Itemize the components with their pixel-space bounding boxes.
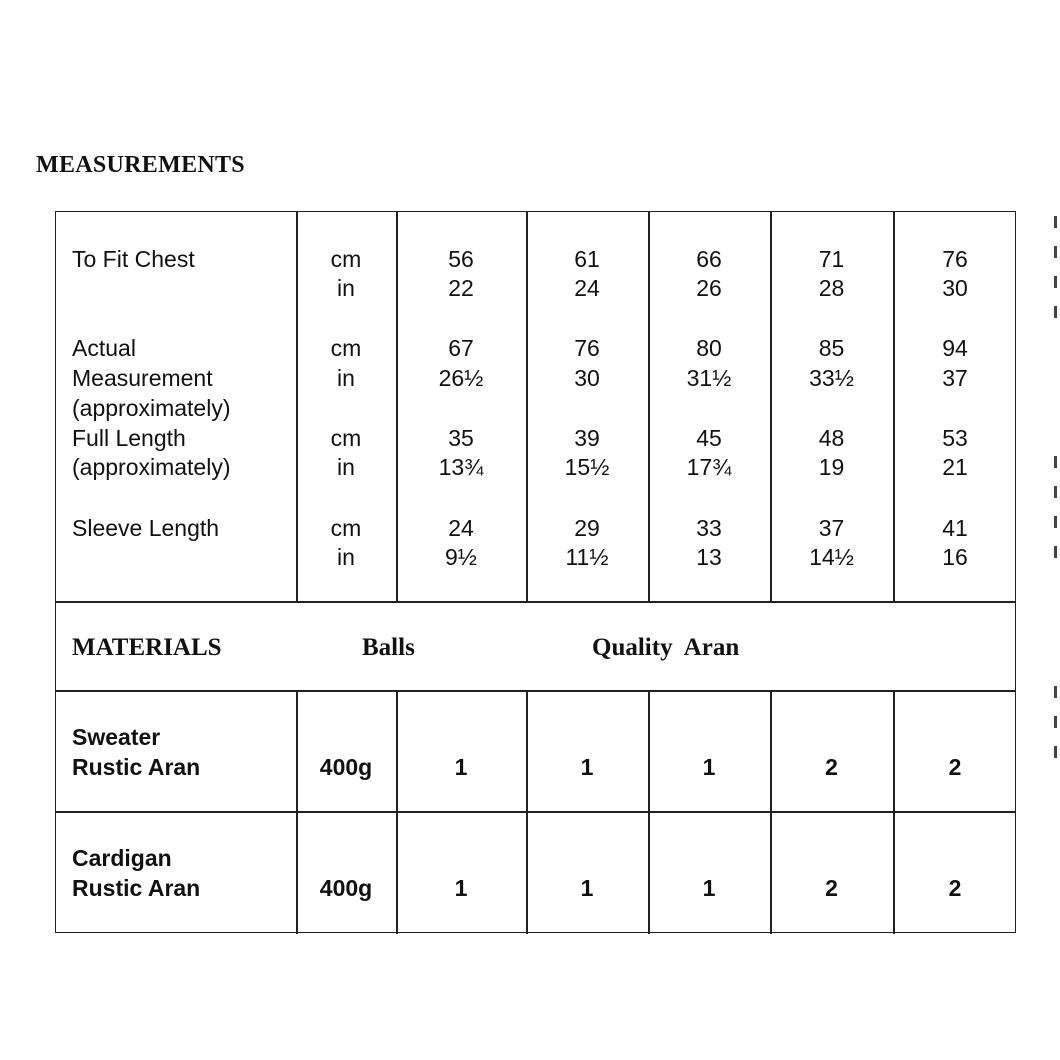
row-label-actual: Measurement xyxy=(72,365,213,391)
value-cell: 26½ xyxy=(438,365,484,391)
edge-mark xyxy=(1054,246,1057,258)
value-cell: 37 xyxy=(942,365,968,391)
materials-heading: MATERIALS xyxy=(72,634,222,661)
value-cell: 71 xyxy=(818,246,845,272)
edge-mark xyxy=(1054,216,1057,228)
balls-value: 1 xyxy=(454,875,468,901)
edge-mark xyxy=(1054,516,1057,528)
edge-mark xyxy=(1054,716,1057,728)
value-cell: 66 xyxy=(696,246,722,272)
value-cell: 30 xyxy=(942,275,968,301)
material-name-sweater: Sweater xyxy=(72,724,161,750)
row-label-actual: (approximately) xyxy=(72,395,231,421)
unit-cm: cm xyxy=(330,246,362,272)
row-label-chest: To Fit Chest xyxy=(72,246,195,272)
value-cell: 21 xyxy=(942,454,968,480)
value-cell: 41 xyxy=(942,515,968,541)
value-cell: 67 xyxy=(448,335,474,361)
value-cell: 39 xyxy=(574,425,600,451)
value-cell: 22 xyxy=(448,275,474,301)
yarn-weight: 400g xyxy=(319,754,373,780)
unit-cm: cm xyxy=(330,335,362,361)
edge-mark xyxy=(1054,746,1057,758)
value-cell: 76 xyxy=(942,246,968,272)
value-cell: 13¾ xyxy=(438,454,484,480)
value-cell: 33 xyxy=(696,515,722,541)
measurements-heading: MEASUREMENTS xyxy=(36,152,245,178)
edge-mark xyxy=(1054,546,1057,558)
value-cell: 45 xyxy=(696,425,722,451)
value-cell: 85 xyxy=(818,335,845,361)
balls-heading: Balls xyxy=(362,634,415,661)
row-label-sleeve: Sleeve Length xyxy=(72,515,220,541)
row-label-length: (approximately) xyxy=(72,454,231,480)
material-name-sweater: Rustic Aran xyxy=(72,754,201,780)
measurements-table xyxy=(55,211,1016,933)
balls-value: 2 xyxy=(825,754,838,780)
value-cell: 37 xyxy=(818,515,845,541)
value-cell: 35 xyxy=(448,425,474,451)
row-divider xyxy=(56,690,1015,692)
edge-mark xyxy=(1054,686,1057,698)
value-cell: 28 xyxy=(818,275,845,301)
value-cell: 29 xyxy=(574,515,600,541)
balls-value: 2 xyxy=(948,875,962,901)
unit-in: in xyxy=(337,544,355,570)
unit-cm: cm xyxy=(330,515,362,541)
edge-mark xyxy=(1054,456,1057,468)
value-cell: 61 xyxy=(574,246,600,272)
balls-value: 2 xyxy=(825,875,838,901)
unit-in: in xyxy=(337,275,355,301)
value-cell: 17¾ xyxy=(686,454,732,480)
material-name-cardigan: Cardigan xyxy=(72,845,172,871)
value-cell: 53 xyxy=(942,425,968,451)
value-cell: 26 xyxy=(696,275,722,301)
value-cell: 15½ xyxy=(564,454,610,480)
row-divider xyxy=(56,601,1015,603)
value-cell: 48 xyxy=(818,425,845,451)
value-cell: 30 xyxy=(574,365,600,391)
value-cell: 80 xyxy=(696,335,722,361)
value-cell: 31½ xyxy=(686,365,732,391)
unit-in: in xyxy=(337,365,355,391)
unit-in: in xyxy=(337,454,355,480)
quality-heading: Quality Aran xyxy=(592,634,740,661)
value-cell: 11½ xyxy=(565,544,609,570)
unit-cm: cm xyxy=(330,425,362,451)
balls-value: 1 xyxy=(580,754,594,780)
edge-mark xyxy=(1054,486,1057,498)
row-label-actual: Actual xyxy=(72,335,136,361)
value-cell: 19 xyxy=(818,454,845,480)
material-name-cardigan: Rustic Aran xyxy=(72,875,201,901)
value-cell: 56 xyxy=(448,246,474,272)
balls-value: 1 xyxy=(702,754,716,780)
balls-value: 1 xyxy=(702,875,716,901)
value-cell: 24 xyxy=(448,515,474,541)
yarn-weight: 400g xyxy=(319,875,373,901)
value-cell: 33½ xyxy=(809,365,854,391)
balls-value: 2 xyxy=(948,754,962,780)
value-cell: 9½ xyxy=(445,544,477,570)
value-cell: 13 xyxy=(696,544,722,570)
balls-value: 1 xyxy=(580,875,594,901)
row-divider xyxy=(56,811,1015,813)
value-cell: 76 xyxy=(574,335,600,361)
value-cell: 94 xyxy=(942,335,968,361)
value-cell: 16 xyxy=(942,544,968,570)
balls-value: 1 xyxy=(454,754,468,780)
edge-mark xyxy=(1054,306,1057,318)
edge-mark xyxy=(1054,276,1057,288)
value-cell: 24 xyxy=(574,275,600,301)
row-label-length: Full Length xyxy=(72,425,186,451)
value-cell: 14½ xyxy=(809,544,854,570)
